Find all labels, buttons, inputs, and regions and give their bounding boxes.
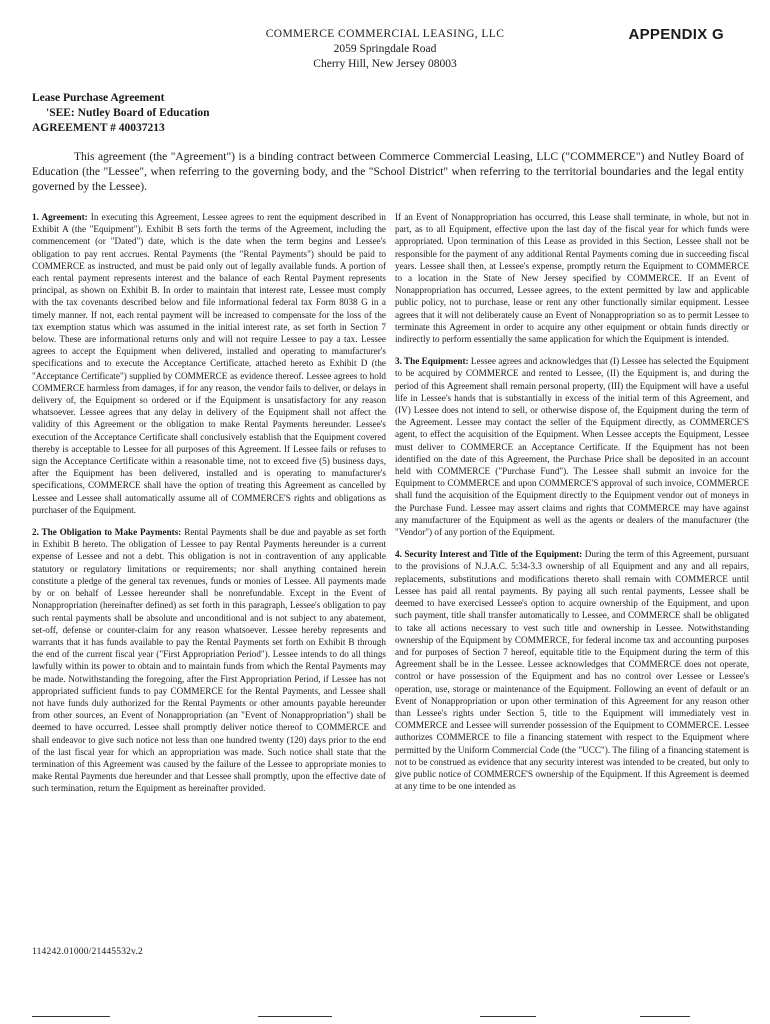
section-body: During the term of this Agreement, pursuant to the provisions of N.J.A.C. 5:34-3.3 ownership of all Equipment and any and all repairs, replacements, substitutions and modifications thereto shall remain with COMMERCE until Lessee has paid all rental payments. By paying all such rental payments, Lessee shall be deemed to have exercised Lessee's option to acquire ownership of the Equipment, and upon such payment, title shall transfer automatically to Lessee, and COMMERCE shall be obligated to take all actions necessary to vest such title and ownership in Lessee. Notwithstanding ownership of the Equipment by COMMERCE, for federal income tax and accounting purposes and for purposes of Section 7 hereof, equitable title to the Equipment during the term of this Agreement shall be in the Lessee. Lessee acknowledges that COMMERCE does not operate, control or have possession of the Equipment and has no control over Lessee or Lessee's operation, use, storage or maintenance of the Equipment. Following an event of default or an Event of Nonappropriation or upon other termination of this Agreement for any reason other than Lessee's rights under Section 5, title to the Equipment will immediately vest in COMMERCE and Lessee will surrender possession of the Equipment to COMMERCE. Lessee authorizes COMMERCE to file a financing statement with respect to the Equipment where permitted by the Uniform Commercial Code (the "UCC"). The filing of a financing statement is not to be construed as evidence that any security interest was intended to be created, but only to give public notice of COMMERCE'S ownership of the Equipment. If this Agreement is deemed at any time to be one intended as [395,549,750,792]
company-name: COMMERCE COMMERCIAL LEASING, LLC [265,28,505,40]
section-heading: 4. Security Interest and Title of the Equipment: [395,549,583,560]
section-body: If an Event of Nonappropriation has occurred, this Lease shall terminate, in whole, but not in part, as to all Equipment, effective upon the last day of the fiscal year for which funds were appropriated. Upon termination of this Lease as provided in this Section, Lessee shall not be responsible for the payment of any additional Rental Payments coming due in succeeding fiscal years. Lessee shall then, at Lessee's expense, promptly return the Equipment to COMMERCE to a location in the State of New Jersey specified by COMMERCE. If an Event of Nonappropriation has occurred, Lessee agrees, to the extent permitted by law and applicable public policy, not to purchase, lease or rent any other functionally similar equipment. Lessee agrees that it will not deliberately cause an Event of Nonappropriation so as to permit Lessee to terminate this Agreement in order to acquire any other equipment or obtain funds directly or indirectly to perform essentially the same application for which the Equipment is intended. [395,212,749,345]
initial-line [640,1016,690,1017]
company-street: 2059 Springdale Road [333,43,437,55]
section-heading: 1. Agreement: [32,212,88,222]
document-id-footer: 114242.01000/21445532v.2 [32,947,143,957]
appendix-label: APPENDIX G [628,26,724,43]
section-body: Rental Payments shall be due and payable as set forth in Exhibit B hereto. The obligation of Lessee to pay Rental Payments hereunder is a current expense of Lessee and not a debt. This obligation is not in contravention of any applicable statutory or regulatory limitations or requirements; nor shall anything contained herein constitute a pledge of the general tax revenues, funds or monies of Lessee. All payments made by or on behalf of Lessee hereunder shall be nonrefundable. Except in the Event of Nonappropriation (hereinafter defined) as set forth in this paragraph, Lessee's obligation to pay such rental payments shall be absolute and unconditional and is not subject to any abatement, set-off, defense or counter-claim for any reason whatsoever. Lessee hereby represents and warrants that it has funds available to pay the Rental Payments set forth on Exhibit B through the end of the current fiscal year ("First Appropriation Period"). Lessee intends to do all things lawfully within its power to obtain and to maintain funds from which the Rental Payments may be made. Notwithstanding the foregoing, after the First Appropriation Period, if Lessee has not appropriated sufficient funds to pay COMMERCE for the Rental Payments, and Lessee shall not have funds duly authorized for the Rental Payments or other amounts payable hereunder from other sources, an Event of Nonappropriation (an "Event of Nonappropriation") shall be deemed to have occurred. Lessee shall promptly deliver notice thereof to COMMERCE and shall endeavor to give such notice not less than one hundred twenty (120) days prior to the end of the last fiscal year for which an appropriation was made. Such notice shall state that the termination of this Agreement was caused by the failure of the Lessee to appropriate monies to make Rental Payments due hereunder and that Lessee shall promptly, upon the effective date of such termination, return the Equipment as hereinafter provided. [32,527,386,794]
initial-line [258,1016,332,1017]
letterhead [210,27,560,72]
reference-lessee: 'SEE: Nutley Board of Education [46,107,210,119]
reference-title: Lease Purchase Agreement [32,92,165,104]
initial-line [32,1016,110,1017]
section-paragraph [395,548,749,792]
section-paragraph [395,211,749,345]
reference-agreement-number: AGREEMENT # 40037213 [32,122,165,134]
section-paragraph [395,355,749,538]
initial-line [480,1016,536,1017]
section-heading: 3. The Equipment: [395,356,469,367]
reference-block [32,91,210,136]
section-body: In executing this Agreement, Lessee agrees to rent the equipment described in Exhibit A (the "Equipment"). Exhibit B sets forth the terms of the Agreement, including the commencement (or "Dated") date, which is the date when the term begins and Lessee's obligation to pay rent accrues. Rental Payments (the "Rental Payments") should be paid to COMMERCE as instructed, and must be paid only out of legally available funds. A portion of each rental payment represents interest and the balance of each Rental Payment represents principal, as shown on Exhibit B. In order to maintain that interest rate, Lessee must comply with the tax covenants described below and file informational federal tax Form 8038 G in a timely manner. If not, each rental payment will be increased to compensate for the loss of the tax exemption status which was assumed in the initial interest rate, as set forth in Section 7 below. These are informational returns only and will not require Lessee to pay a tax. Lessee agrees to accept the Equipment when delivered, installed and operating to manufacturer's specifications and to execute the Acceptance Certificate, attached hereto as Exhibit D (the "Acceptance Certificate") supplied by COMMERCE as evidence thereof. Lessee agrees to hold COMMERCE harmless from damages, if for any reason, the vendor fails to deliver, or delays in delivery of, the Equipment so ordered or if the Equipment is unsatisfactory for any reason whatsoever. Lessee agrees that any delay in delivery of the Equipment shall not affect the validity of this Agreement or the obligation to make Rental Payments hereunder. Lessee's execution of the Acceptance Certificate shall conclusively establish that the Equipment covered thereby is acceptable to Lessee for all purposes of this Agreement. If Lessee fails or refuses to sign the Acceptance Certificate within a reasonable time, not to exceed five (5) business days, after the Equipment has been delivered, installed and is operating to manufacturer's specifications, COMMERCE shall have the option of treating this Agreement as cancelled by Lessee and Lessee shall automatically assume all of COMMERCE'S rights and obligations as purchaser of the Equipment. [32,212,387,515]
section-heading: 2. The Obligation to Make Payments: [32,527,182,538]
section-body: Lessee agrees and acknowledges that (I) Lessee has selected the Equipment to be acquired by COMMERCE and rented to Lessee, (II) the Equipment is, and during the period of this Agreement shall remain personal property, (III) the Equipment will have a useful life in Lessee's hands that is substantially in excess of the initial term of this Agreement, and (IV) Lessee does not intend to sell, or otherwise dispose of, the Equipment during the term of the Agreement. Lessee may contact the seller of the Equipment directly, as COMMERCE'S agent, to effect the acquisition of the Equipment. When Lessee accepts the Equipment, Lessee must deliver to COMMERCE an Acceptance Certificate. If the Equipment has not been identified on the date of this Agreement, the Purchase Price shall be deposited in an account held with COMMERCE ("Purchase Fund"). The Lessee shall submit an invoice for the Equipment to COMMERCE and upon COMMERCE'S approval of such invoice, COMMERCE shall fund the acquisition of the Equipment directly to the Equipment vendor out of moneys in the Purchase Fund. Lessee may assert claims and rights that COMMERCE may have against any manufacturer of the Equipment as well as the agents or dealers of the manufacturer (the "Vendor") of any portion of the Equipment. [395,356,750,538]
section-paragraph [32,211,386,516]
left-column [32,211,386,805]
right-column [395,211,749,802]
intro-paragraph: This agreement (the "Agreement") is a binding contract between Commerce Commercial Leasing, LLC ("COMMERCE") and Nutley Board of Education (the "Lessee", when referring to the governing body, and the "School District" when referring to the territorial boundaries and the legal entity governed by the Lessee). [32,151,744,193]
section-paragraph [32,526,386,794]
company-city: Cherry Hill, New Jersey 08003 [313,58,457,70]
